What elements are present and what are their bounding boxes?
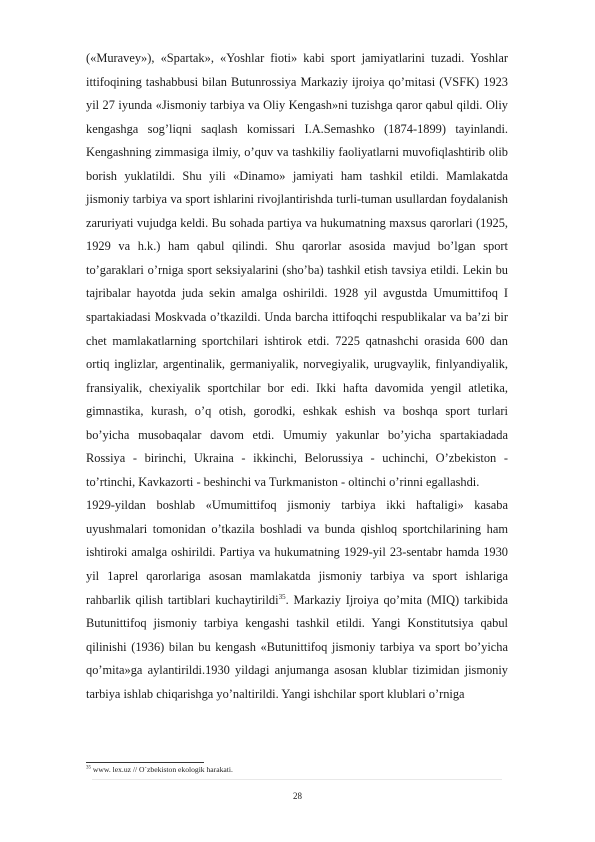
footnote	[86, 764, 508, 775]
paragraph-2-text-start: 1929-yildan boshlab «Umumittifoq jismoniy tarbiya ikki haftaligi» kasaba uyushmalari tomonidan o’tkazila boshladi va bunda qishloq sportchilarining ham ishtiroki amalga oshirildi. Partiya va hukumatning 1929-yil 23-sentabr hamda 1930 yil 1aprel qarorlariga asosan mamlakatda jismoniy tarbiya va sport ishlariga rahbarlik qilish tartiblari kuchaytirildi	[86, 498, 508, 607]
paragraph-2	[86, 494, 508, 706]
footnote-divider	[86, 762, 204, 763]
page-number: 28	[293, 791, 302, 801]
body-text	[86, 47, 508, 706]
footnote-reference[interactable]: 35	[278, 592, 286, 601]
scan-artifact-line	[92, 779, 502, 780]
paragraph-1	[86, 47, 508, 494]
footnote-number: 35	[86, 765, 91, 771]
paragraph-2-text-end: . Markaziy Ijroiya qo’mita (MIQ) tarkibida Butunittifoq jismoniy tarbiya kengashi tashkil etildi. Yangi Konstitutsiya qabul qilinishi (1936) bilan bu kengash «Butunittifoq jismoniy tarbiya va sport bo’yicha qo’mita»ga aylantirildi.1930 yildagi anjumanga asosan klublar tizimidan jismoniy tarbiya ishlab chiqarishga yo’naltirildi. Yangi ishchilar sport klublari o’rniga	[86, 592, 508, 701]
footnote-text: www. lex.uz // O`zbekiston ekologik harakati.	[91, 765, 233, 774]
paragraph-1-text: («Muravey»), «Spartak», «Yoshlar fioti» kabi sport jamiyatlarini tuzadi. Yoshlar ittifoqining tashabbusi bilan Butunrossiya Markaziy ijroiya qo’mitasi (VSFK) 1923 yil 27 iyunda «Jismoniy tarbiya va Oliy Kengash»ni tuzishga qaror qabul qildi. Oliy kengashga sog’liqni saqlash komissari I.A.Semashko (1874-1899) tayinlandi. Kengashning zimmasiga ilmiy, o’quv va tashkiliy faoliyatlarni muvofiqlashtirib olib borish yuklatildi. Shu yili «Dinamo» jamiyati ham tashkil etildi. Mamlakatda jismoniy tarbiya va sport ishlarini rivojlantirishda turli-tuman usullardan foydalanish zaruriyati vujudga keldi. Bu sohada partiya va hukumatning maxsus qarorlari (1925, 1929 va h.k.) ham qabul qilindi. Shu qarorlar asosida mavjud bo’lgan sport to’garaklari o’rniga sport seksiyalarini (sho’ba) tashkil etish tavsiya etildi. Lekin bu tajribalar hayotda juda sekin amalga oshirildi. 1928 yil avgustda Umumittifoq I spartakiadasi Moskvada o’tkazildi. Unda barcha ittifoqchi respublikalar va ba’zi bir chet mamlakatlarning sportchilari ishtirok etdi. 7225 qatnashchi orasida 600 dan ortiq inglizlar, argentinalik, germaniyalik, norvegiyalik, urugvaylik, finlyandiyalik, fransiyalik, chexiyalik sportchilar bor edi. Ikki hafta davomida yengil atletika, gimnastika, kurash, o’q otish, gorodki, eshkak eshish va boshqa sport turlari bo’yicha musobaqalar davom etdi. Umumiy yakunlar bo’yicha spartakiadada Rossiya - birinchi, Ukraina - ikkinchi, Belorussiya - uchinchi, O’zbekiston - to’rtinchi, Kavkazorti - beshinchi va Turkmaniston - oltinchi o’rinni egallashdi.	[86, 51, 508, 489]
